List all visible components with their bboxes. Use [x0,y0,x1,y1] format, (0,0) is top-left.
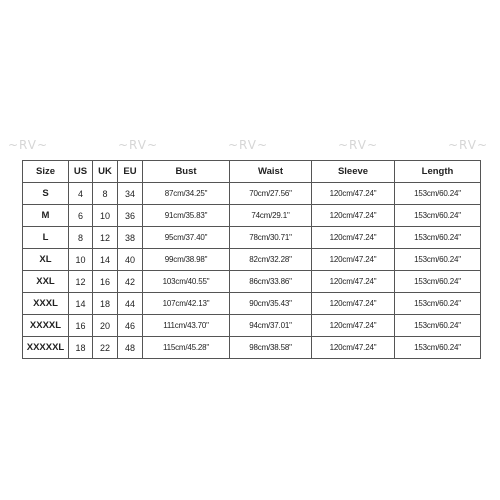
size-cell: XL [23,249,69,271]
sleeve-cell: 120cm/47.24" [312,315,395,337]
waist-cell: 74cm/29.1" [230,205,312,227]
header-sleeve: Sleeve [312,161,395,183]
waist-cell: 98cm/38.58" [230,337,312,359]
uk-cell: 8 [93,183,118,205]
header-size: Size [23,161,69,183]
waist-cell: 90cm/35.43" [230,293,312,315]
header-us: US [69,161,93,183]
sleeve-cell: 120cm/47.24" [312,249,395,271]
eu-cell: 44 [118,293,143,315]
table-row [23,205,481,227]
eu-cell: 38 [118,227,143,249]
size-cell: XXXL [23,293,69,315]
table-row [23,315,481,337]
watermark-text: ~RV~ [448,138,488,152]
uk-cell: 16 [93,271,118,293]
size-cell: L [23,227,69,249]
waist-cell: 78cm/30.71" [230,227,312,249]
sleeve-cell: 120cm/47.24" [312,293,395,315]
eu-cell: 42 [118,271,143,293]
bust-cell: 115cm/45.28" [143,337,230,359]
eu-cell: 48 [118,337,143,359]
us-cell: 6 [69,205,93,227]
header-eu: EU [118,161,143,183]
eu-cell: 40 [118,249,143,271]
watermark-text: ~RV~ [228,138,268,152]
waist-cell: 86cm/33.86" [230,271,312,293]
us-cell: 18 [69,337,93,359]
uk-cell: 10 [93,205,118,227]
header-bust: Bust [143,161,230,183]
size-chart-table [22,160,481,359]
uk-cell: 20 [93,315,118,337]
length-cell: 153cm/60.24" [395,249,481,271]
eu-cell: 46 [118,315,143,337]
size-cell: XXL [23,271,69,293]
table-row [23,293,481,315]
table-row [23,227,481,249]
bust-cell: 99cm/38.98" [143,249,230,271]
bust-cell: 107cm/42.13" [143,293,230,315]
waist-cell: 70cm/27.56" [230,183,312,205]
table-body [23,183,481,359]
length-cell: 153cm/60.24" [395,271,481,293]
sleeve-cell: 120cm/47.24" [312,183,395,205]
size-cell: XXXXL [23,315,69,337]
uk-cell: 14 [93,249,118,271]
us-cell: 12 [69,271,93,293]
watermark-text: ~RV~ [338,138,378,152]
bust-cell: 111cm/43.70" [143,315,230,337]
bust-cell: 103cm/40.55" [143,271,230,293]
length-cell: 153cm/60.24" [395,293,481,315]
bust-cell: 91cm/35.83" [143,205,230,227]
us-cell: 10 [69,249,93,271]
length-cell: 153cm/60.24" [395,227,481,249]
eu-cell: 34 [118,183,143,205]
us-cell: 8 [69,227,93,249]
watermark-text: ~RV~ [8,138,48,152]
size-cell: XXXXXL [23,337,69,359]
table-row [23,249,481,271]
table-header [23,161,481,183]
waist-cell: 82cm/32.28" [230,249,312,271]
eu-cell: 36 [118,205,143,227]
length-cell: 153cm/60.24" [395,205,481,227]
size-cell: S [23,183,69,205]
header-length: Length [395,161,481,183]
sleeve-cell: 120cm/47.24" [312,227,395,249]
waist-cell: 94cm/37.01" [230,315,312,337]
sleeve-cell: 120cm/47.24" [312,337,395,359]
us-cell: 14 [69,293,93,315]
table-row [23,337,481,359]
sleeve-cell: 120cm/47.24" [312,205,395,227]
table-row [23,183,481,205]
uk-cell: 22 [93,337,118,359]
bust-cell: 87cm/34.25" [143,183,230,205]
length-cell: 153cm/60.24" [395,183,481,205]
size-cell: M [23,205,69,227]
us-cell: 4 [69,183,93,205]
header-waist: Waist [230,161,312,183]
header-uk: UK [93,161,118,183]
uk-cell: 12 [93,227,118,249]
uk-cell: 18 [93,293,118,315]
length-cell: 153cm/60.24" [395,315,481,337]
header-row [23,161,481,183]
table-row [23,271,481,293]
us-cell: 16 [69,315,93,337]
watermark-text: ~RV~ [118,138,158,152]
bust-cell: 95cm/37.40" [143,227,230,249]
length-cell: 153cm/60.24" [395,337,481,359]
sleeve-cell: 120cm/47.24" [312,271,395,293]
